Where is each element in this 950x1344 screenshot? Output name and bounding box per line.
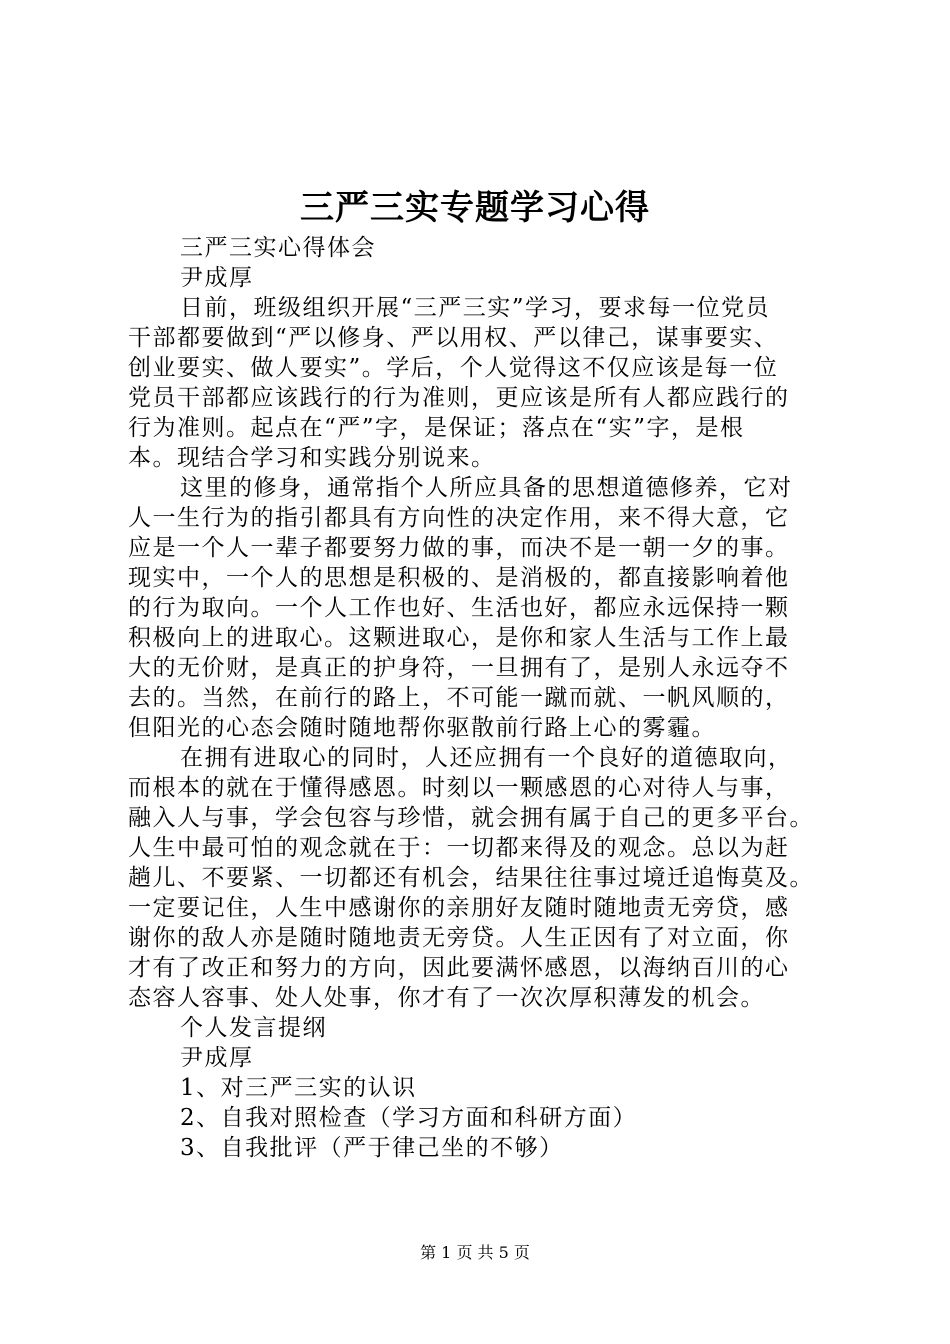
- text-line: 的行为取向。一个人工作也好、生活也好，都应永远保持一颗: [128, 595, 790, 621]
- text-line: 现实中，一个人的思想是积极的、是消极的，都直接影响着他: [128, 565, 790, 591]
- text-line: 而根本的就在于懂得感恩。时刻以一颗感恩的心对待人与事，: [128, 775, 790, 801]
- text-line: 创业要实、做人要实”。学后，个人觉得这不仅应该是每一位: [128, 355, 779, 381]
- text-line: 谢你的敌人亦是随时随地责无旁贷。人生正因有了对立面，你: [128, 925, 790, 951]
- page-footer: 第 1 页 共 5 页: [420, 1243, 530, 1262]
- text-line: 干部都要做到“严以修身、严以用权、严以律己，谋事要实、: [128, 325, 779, 351]
- text-line: 大的无价财，是真正的护身符，一旦拥有了，是别人永远夺不: [128, 655, 790, 681]
- text-line: 态容人容事、处人处事，你才有了一次次厚积薄发的机会。: [128, 985, 765, 1011]
- text-line: 才有了改正和努力的方向，因此要满怀感恩，以海纳百川的心: [128, 955, 790, 981]
- text-line: 三严三实心得体会: [180, 235, 376, 261]
- text-line: 尹成厚: [180, 1045, 254, 1071]
- text-line: 本。现结合学习和实践分别说来。: [128, 445, 496, 471]
- text-line: 积极向上的进取心。这颗进取心，是你和家人生活与工作上最: [128, 625, 790, 651]
- text-line: 党员干部都应该践行的行为准则，更应该是所有人都应践行的: [128, 385, 790, 411]
- text-line: 人一生行为的指引都具有方向性的决定作用，来不得大意，它: [128, 505, 790, 531]
- document-body: [128, 233, 828, 1163]
- text-line: 2、自我对照检查（学习方面和科研方面）: [180, 1105, 638, 1131]
- text-line: 趟儿、不要紧、一切都还有机会，结果往往事过境迁追悔莫及。: [128, 865, 814, 891]
- text-line: 行为准则。起点在“严”字，是保证；落点在“实”字，是根: [128, 415, 745, 441]
- text-line: 去的。当然，在前行的路上，不可能一蹴而就、一帆风顺的，: [128, 685, 790, 711]
- text-line: 这里的修身，通常指个人所应具备的思想道德修养，它对: [180, 475, 793, 501]
- text-line: 个人发言提纲: [180, 1015, 327, 1041]
- document-title: 三严三实专题学习心得: [300, 188, 650, 228]
- text-line: 日前，班级组织开展“三严三实”学习，要求每一位党员: [180, 295, 771, 321]
- text-line: 在拥有进取心的同时，人还应拥有一个良好的道德取向，: [180, 745, 793, 771]
- text-line: 1、对三严三实的认识: [180, 1075, 417, 1101]
- text-line: 应是一个人一辈子都要努力做的事，而决不是一朝一夕的事。: [128, 535, 790, 561]
- text-line: 融入人与事，学会包容与珍惜，就会拥有属于自己的更多平台。: [128, 805, 814, 831]
- text-line: 一定要记住，人生中感谢你的亲朋好友随时随地责无旁贷，感: [128, 895, 790, 921]
- text-line: 尹成厚: [180, 265, 254, 291]
- text-line: 人生中最可怕的观念就在于：一切都来得及的观念。总以为赶: [128, 835, 790, 861]
- text-line: 3、自我批评（严于律己坐的不够）: [180, 1135, 564, 1161]
- text-line: 但阳光的心态会随时随地帮你驱散前行路上心的雾霾。: [128, 715, 716, 741]
